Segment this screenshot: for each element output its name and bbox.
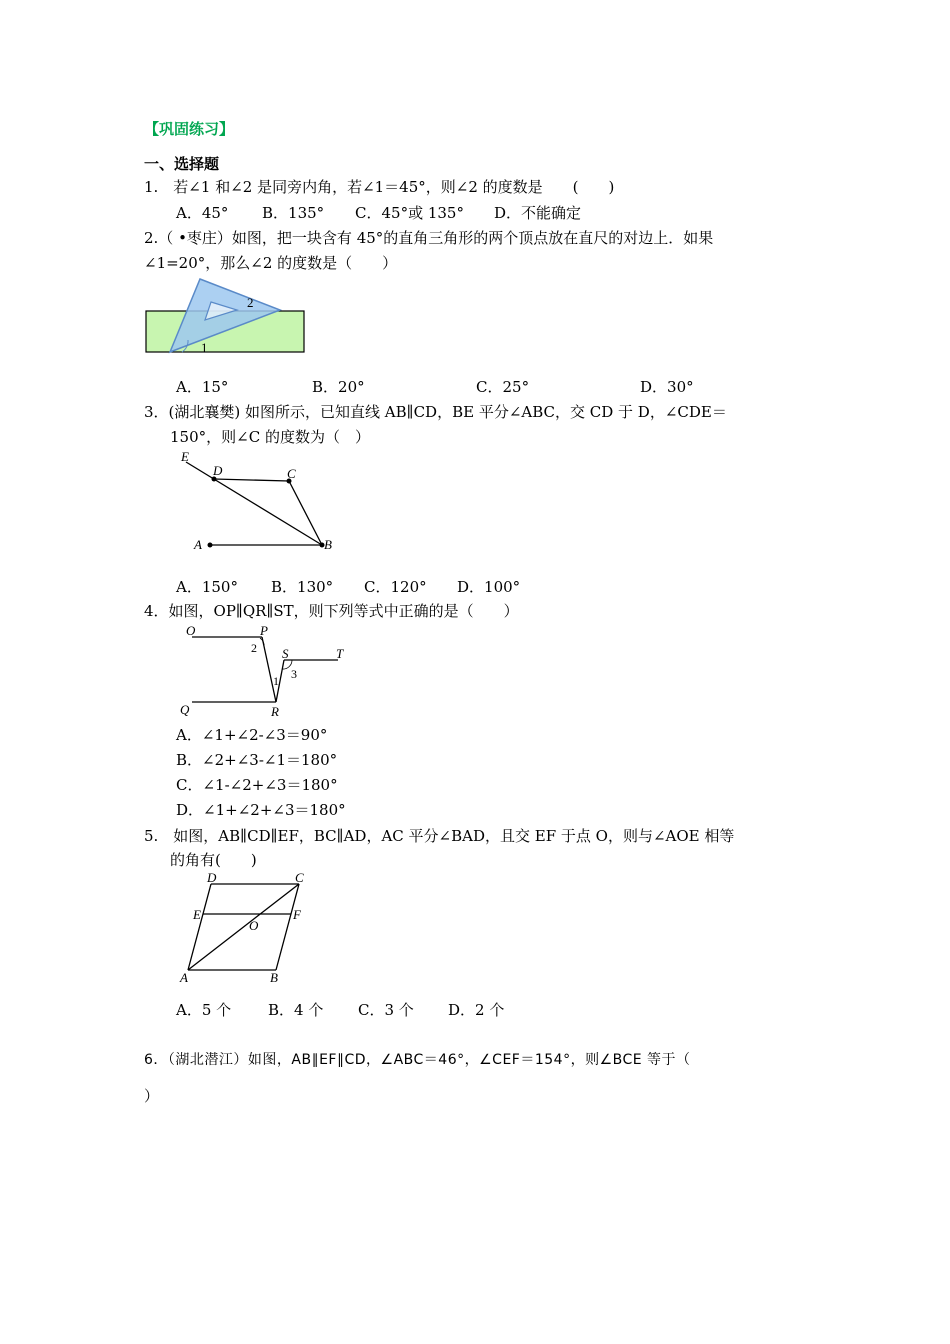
- q3-options: [176, 577, 520, 597]
- q2-figure: [144, 276, 314, 356]
- q3-label-d: D: [213, 463, 223, 478]
- q4-option-d: D．∠1+∠2+∠3＝180°: [176, 801, 346, 819]
- q5-label-e: E: [193, 907, 201, 922]
- q5-label-b: B: [270, 970, 278, 985]
- q2-option-a: A．15°: [176, 378, 229, 396]
- q3-option-b: B．130°: [271, 578, 334, 596]
- q3-stem-line2: 150°，则∠C 的度数为（ ）: [170, 428, 370, 446]
- q2-angle1-label: 1: [201, 340, 208, 355]
- q4-label-q: Q: [180, 702, 190, 717]
- q4-angle2-label: 2: [251, 641, 257, 655]
- q5-stem-line1: 5. 如图，AB∥CD∥EF，BC∥AD，AC 平分∠BAD，且交 EF 于点 O，则与∠AOE 相等: [144, 827, 735, 845]
- q2-option-b: B．20°: [312, 378, 365, 396]
- q2-stem-line1: 2.（ •枣庄）如图，把一块含有 45°的直角三角形的两个顶点放在直尺的对边上．如果: [144, 229, 714, 247]
- q5-options: [176, 1000, 504, 1020]
- q4-angle1-label: 1: [273, 674, 279, 688]
- q5-option-b: B．4 个: [268, 1001, 324, 1019]
- q1-option-a: A．45°: [176, 204, 229, 222]
- q6-stem-line2: ）: [144, 1087, 160, 1105]
- q3-option-a: A．150°: [176, 578, 238, 596]
- q4-option-b: B．∠2+∠3-∠1＝180°: [176, 751, 338, 769]
- q5-option-a: A．5 个: [176, 1001, 232, 1019]
- q4-angle3-label: 3: [291, 667, 297, 681]
- q5-label-o: O: [249, 918, 259, 933]
- q3-label-e: E: [181, 449, 189, 464]
- q4-option-a: A．∠1+∠2-∠3＝90°: [176, 726, 328, 744]
- part-title: 一、选择题: [144, 155, 220, 173]
- q3-label-b: B: [324, 537, 332, 552]
- q1-option-b: B．135°: [262, 204, 325, 222]
- q3-figure: [176, 448, 346, 558]
- q5-option-d: D．2 个: [448, 1001, 505, 1019]
- q1-option-c: C．45°或 135°: [355, 204, 464, 222]
- q4-label-r: R: [271, 704, 279, 719]
- q2-options: [176, 377, 694, 397]
- q3-label-a: A: [194, 537, 202, 552]
- q4-stem: 4．如图，OP∥QR∥ST，则下列等式中正确的是（ ）: [144, 602, 519, 620]
- q4-label-o: O: [186, 623, 196, 638]
- q3-option-c: C．120°: [364, 578, 427, 596]
- q5-label-c: C: [295, 870, 304, 885]
- q2-angle2-label: 2: [247, 295, 254, 310]
- q1-options: [176, 203, 581, 223]
- q2-option-d: D．30°: [640, 378, 694, 396]
- q3-stem-line1: 3．(湖北襄樊) 如图所示，已知直线 AB∥CD，BE 平分∠ABC，交 CD 于 D，∠CDE＝: [144, 403, 727, 421]
- q5-option-c: C．3 个: [358, 1001, 414, 1019]
- q2-stem-line2: ∠1=20°，那么∠2 的度数是（ ）: [144, 254, 398, 272]
- q4-label-p: P: [260, 623, 268, 638]
- q4-label-s: S: [282, 646, 289, 661]
- q4-label-t: T: [336, 646, 344, 661]
- q5-label-d: D: [207, 870, 217, 885]
- q1-option-d: D．不能确定: [494, 204, 582, 222]
- q5-label-a: A: [180, 970, 188, 985]
- q3-label-c: C: [287, 466, 296, 481]
- q4-option-c: C．∠1-∠2+∠3＝180°: [176, 776, 338, 794]
- q4-figure: [178, 622, 348, 717]
- q5-stem-line2: 的角有( ): [170, 851, 257, 869]
- q3-option-d: D．100°: [457, 578, 521, 596]
- q6-stem-line1: 6．（湖北潜江）如图，AB∥EF∥CD，∠ABC＝46°，∠CEF＝154°，则∠BCE 等于（: [144, 1052, 691, 1068]
- q5-figure: [176, 870, 316, 985]
- q5-label-f: F: [293, 907, 301, 922]
- q2-option-c: C．25°: [476, 378, 530, 396]
- q1-stem: 1. 若∠1 和∠2 是同旁内角，若∠1＝45°，则∠2 的度数是 ( ): [144, 178, 615, 196]
- section-title: 【巩固练习】: [144, 120, 235, 138]
